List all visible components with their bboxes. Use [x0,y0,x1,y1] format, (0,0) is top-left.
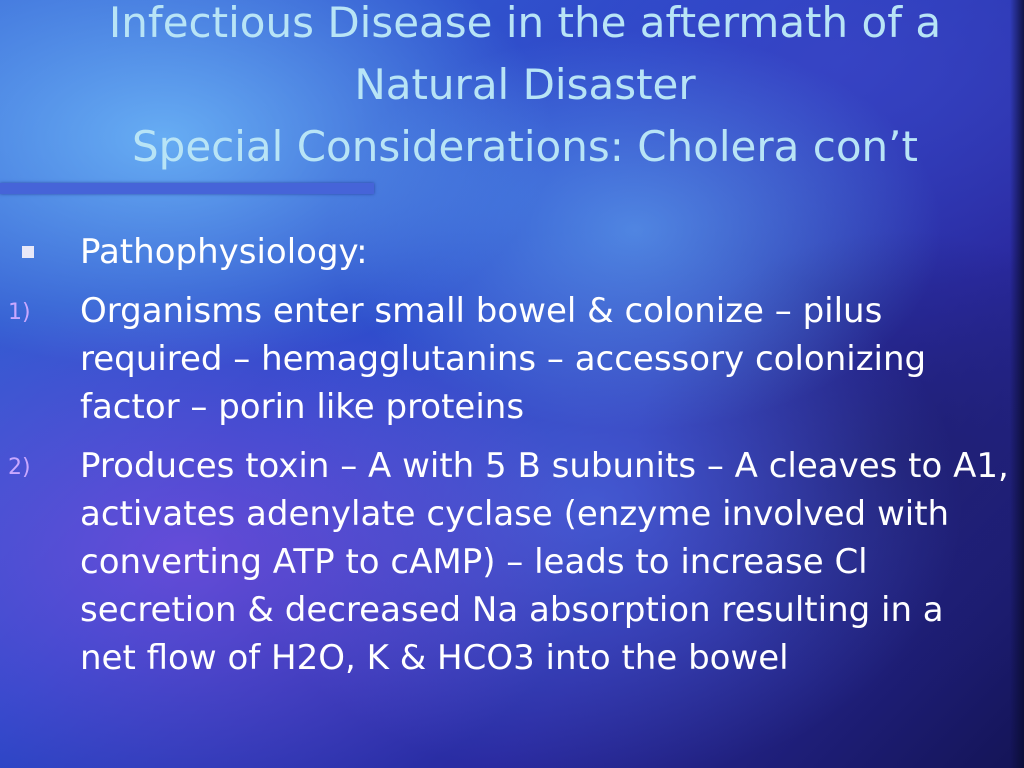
list-number-marker: 1) [8,300,31,325]
title-line-1: Infectious Disease in the aftermath of a [108,0,942,47]
list-item-text: Produces toxin – A with 5 B subunits – A cleaves to A1, activates adenylate cyclase (enzyme involved with converting ATP to cAMP) – leads to increase Cl secretion & decreased Na absorption resulting in a net flow of H2O, K & HCO3 into the bowel [80,446,1009,678]
title-line-3: Special Considerations: Cholera con’t [132,122,918,171]
list-item-1 [0,287,1010,431]
heading-text: Pathophysiology: [80,232,368,272]
list-item-2 [0,442,1010,682]
square-bullet-icon [22,246,34,258]
background-edge-shadow [1010,0,1024,768]
content-list [0,228,1010,693]
title-line-2: Natural Disaster [354,60,696,109]
list-item-heading [0,228,1010,276]
title-divider-bar [0,183,374,194]
slide-title [60,0,990,178]
list-number-marker: 2) [8,455,31,480]
list-item-text: Organisms enter small bowel & colonize – pilus required – hemagglutanins – accessory colonizing factor – porin like proteins [80,291,927,427]
